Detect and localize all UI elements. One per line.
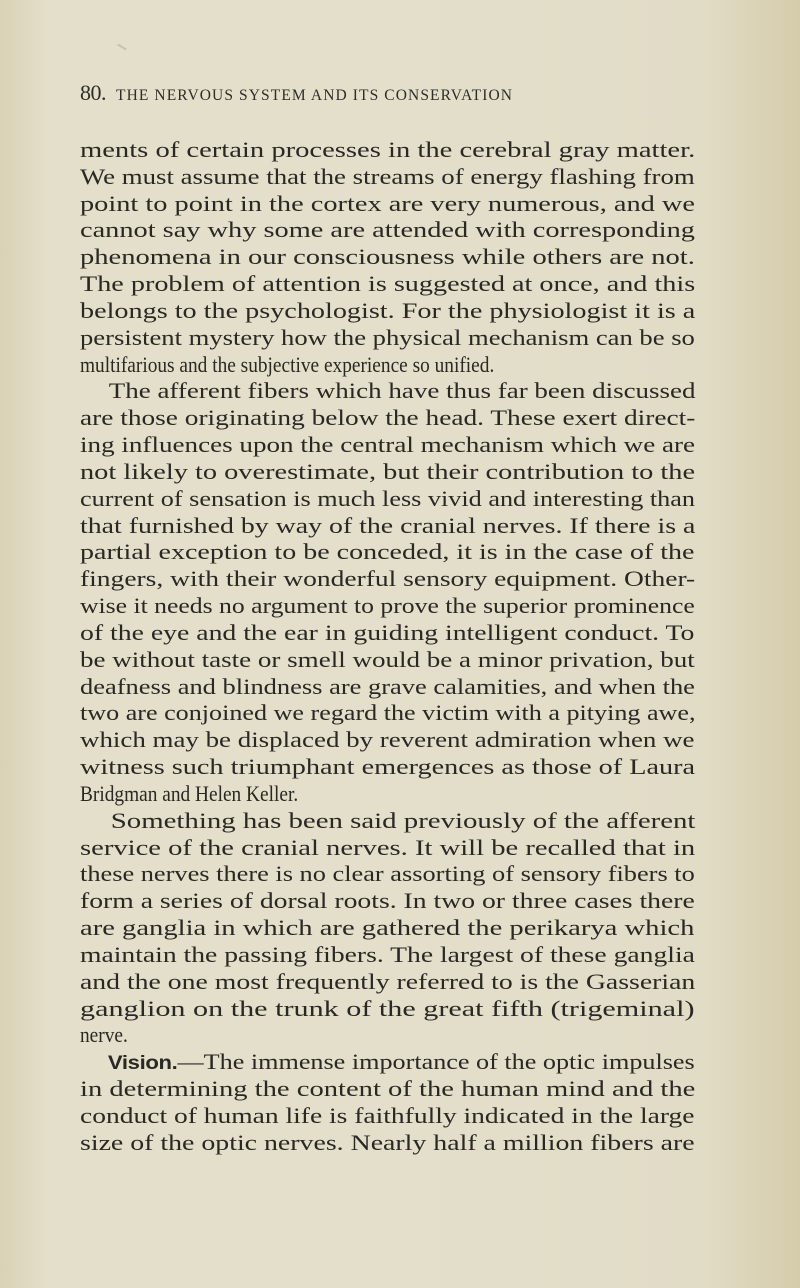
text-line: two are conjoined we regard the victim with a pitying awe, <box>80 700 696 726</box>
text-line: nerve. <box>80 1022 128 1048</box>
text-line: be without taste or smell would be a minor privation, but <box>80 646 695 672</box>
text-line: Bridgman and Helen Keller. <box>80 780 299 806</box>
text-line: persistent mystery how the physical mechanism can be so <box>80 324 695 350</box>
text-line: service of the cranial nerves. It will be recalled that in <box>80 834 696 860</box>
text-line: in determining the content of the human mind and the <box>80 1075 696 1101</box>
text-line: which may be displaced by reverent admiration when we <box>80 727 695 753</box>
text-line: are those originating below the head. These exert direct- <box>80 405 696 431</box>
running-header <box>80 80 680 109</box>
text-line: ments of certain processes in the cerebral gray matter. <box>80 137 696 162</box>
text-line: and the one most frequently referred to is the Gasserian <box>80 968 696 994</box>
scan-speck <box>117 44 127 51</box>
text-line: belongs to the psychologist. For the physiologist it is a <box>80 297 696 323</box>
text-line: these nerves there is no clear assorting of sensory fibers to <box>80 861 695 887</box>
text-line: form a series of dorsal roots. In two or three cases there <box>80 888 695 914</box>
text-line: current of sensation is much less vivid and interesting than <box>80 485 696 511</box>
text-line: multifarious and the subjective experience so unified. <box>80 351 495 377</box>
text-line: The problem of attention is suggested at once, and this <box>80 271 696 297</box>
page-number: 80. <box>80 80 106 105</box>
text-line: phenomena in our consciousness while others are not. <box>80 244 695 270</box>
text-line: wise it needs no argument to prove the superior prominence <box>80 593 695 619</box>
section-heading-vision: Vision. <box>107 1053 178 1075</box>
running-title: THE NERVOUS SYSTEM AND ITS CONSERVATION <box>116 87 514 104</box>
body-text <box>80 137 695 1156</box>
text-line: ing influences upon the central mechanism which we are <box>80 432 696 458</box>
text-line: point to point in the cortex are very numerous, and we <box>80 190 695 216</box>
text-line: are ganglia in which are gathered the perikarya which <box>80 915 695 941</box>
text-line: partial exception to be conceded, it is in the case of the <box>80 539 695 565</box>
section-first-line <box>80 1049 695 1076</box>
text-line: conduct of human life is faithfully indicated in the large <box>80 1102 695 1128</box>
text-line: of the eye and the ear in guiding intelligent conduct. To <box>80 619 695 645</box>
text-line: maintain the passing fibers. The largest of these ganglia <box>80 941 695 967</box>
section-first-line-text: —The immense importance of the optic impulses <box>177 1049 695 1075</box>
text-line: Something has been said previously of the afferent <box>110 807 696 833</box>
text-line: deafness and blindness are grave calamities, and when the <box>80 673 695 699</box>
text-line: ganglion on the trunk of the great fifth (trigeminal) <box>80 995 695 1021</box>
paragraph-lines <box>80 137 695 1049</box>
text-line: size of the optic nerves. Nearly half a million fibers are <box>80 1129 695 1155</box>
text-line: The afferent fibers which have thus far been discussed <box>108 378 696 404</box>
text-line: not likely to overestimate, but their contribution to the <box>80 458 696 484</box>
text-line: witness such triumphant emergences as those of Laura <box>80 754 696 780</box>
text-line: cannot say why some are attended with corresponding <box>80 217 695 243</box>
text-line: fingers, with their wonderful sensory equipment. Other- <box>80 566 696 592</box>
text-line: We must assume that the streams of energy flashing from <box>80 163 695 189</box>
text-line: that furnished by way of the cranial nerves. If there is a <box>80 512 696 538</box>
